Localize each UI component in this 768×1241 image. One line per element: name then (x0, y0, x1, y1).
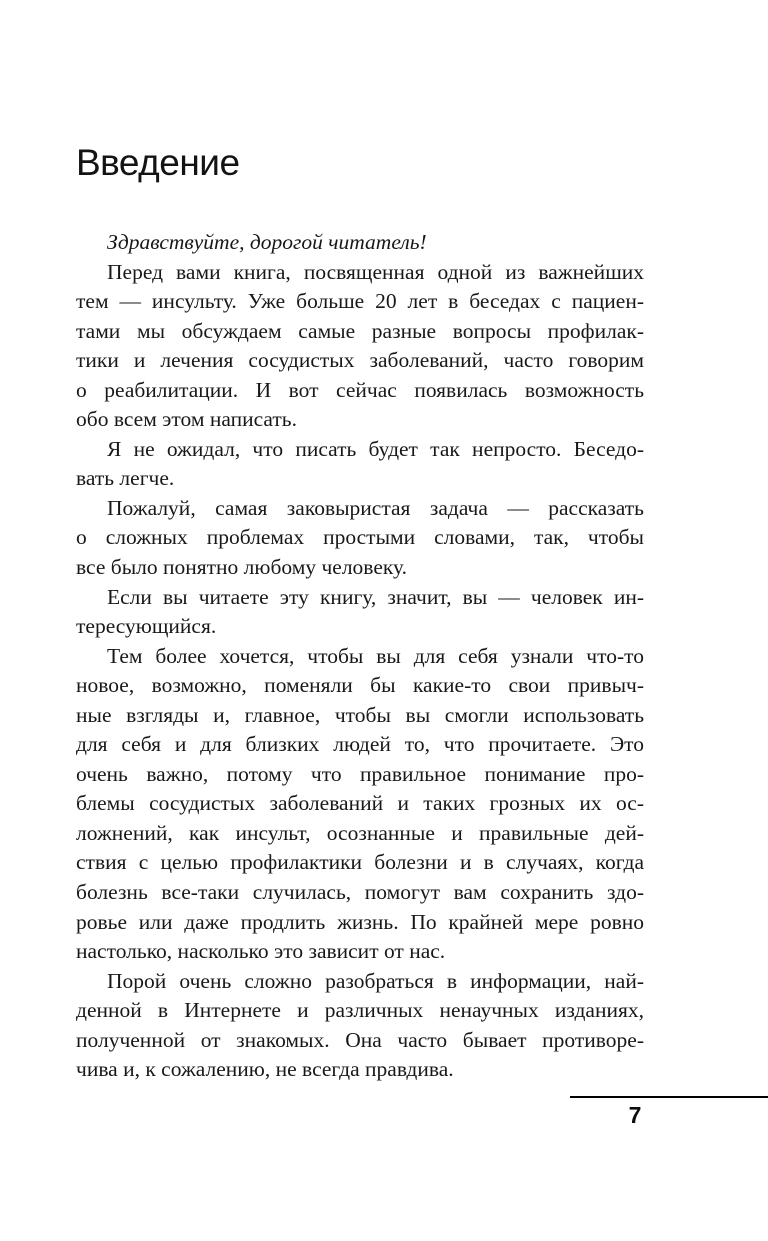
text-line: чива и, к сожалению, не всегда правдива. (76, 1057, 454, 1082)
text-line: для себя и для близких людей то, что прочитаете. Это (76, 732, 644, 757)
text-line: ствия с целью профилактики болезни и в случаях, когда (76, 850, 644, 875)
text-line: Порой очень сложно разобраться в информации, най- (107, 968, 644, 993)
text-line: о реабилитации. И вот сейчас появилась возможность (76, 377, 644, 402)
chapter-title: Введение (76, 142, 240, 183)
text-line: очень важно, потому что правильное понимание про- (76, 761, 644, 786)
text-line: Если вы читаете эту книгу, значит, вы — человек ин- (107, 584, 644, 609)
page-number: 7 (628, 1102, 642, 1128)
text-line: о сложных проблемах простыми словами, так, чтобы (76, 525, 644, 550)
text-line: полученной от знакомых. Она часто бывает противоре- (76, 1027, 644, 1052)
text-line: настолько, насколько это зависит от нас. (76, 939, 446, 964)
text-line: Тем более хочется, чтобы вы для себя узнали что-то (107, 643, 644, 668)
text-line: болезнь все-таки случилась, помогут вам сохранить здо- (76, 880, 644, 905)
text-line: ровье или даже продлить жизнь. По крайней мере ровно (76, 909, 644, 934)
text-line: вать легче. (76, 466, 175, 491)
paragraph (76, 967, 644, 1085)
footer-rule (570, 1096, 768, 1098)
text-line: ные взгляды и, главное, чтобы вы смогли использовать (76, 702, 644, 727)
text-line: Пожалуй, самая заковыристая задача — рассказать (107, 495, 644, 520)
text-line: Здравствуйте, дорогой читатель! (107, 230, 427, 254)
text-line: денной в Интернете и различных ненаучных изданиях, (76, 998, 644, 1023)
text-line: блемы сосудистых заболеваний и таких грозных их ос- (76, 791, 644, 816)
text-line: новое, возможно, поменяли бы какие-то свои привыч- (76, 673, 644, 698)
text-line: тами мы обсуждаем самые разные вопросы профилак- (76, 318, 644, 343)
text-line: Перед вами книга, посвященная одной из важнейших (107, 259, 644, 284)
body-text (76, 228, 644, 1085)
text-line: тем — инсульту. Уже больше 20 лет в беседах с пациен- (76, 289, 644, 314)
text-line: тики и лечения сосудистых заболеваний, часто говорим (76, 348, 644, 373)
text-line: все было понятно любому человеку. (76, 555, 407, 580)
paragraph (76, 642, 644, 967)
text-line: тересующийся. (76, 614, 217, 639)
paragraph (76, 494, 644, 583)
paragraph (76, 228, 644, 258)
text-line: Я не ожидал, что писать будет так непросто. Беседо- (107, 436, 644, 461)
paragraph (76, 258, 644, 435)
paragraph (76, 583, 644, 642)
text-line: ложнений, как инсульт, осознанные и правильные дей- (76, 820, 644, 845)
text-line: обо всем этом написать. (76, 407, 297, 432)
paragraph (76, 435, 644, 494)
